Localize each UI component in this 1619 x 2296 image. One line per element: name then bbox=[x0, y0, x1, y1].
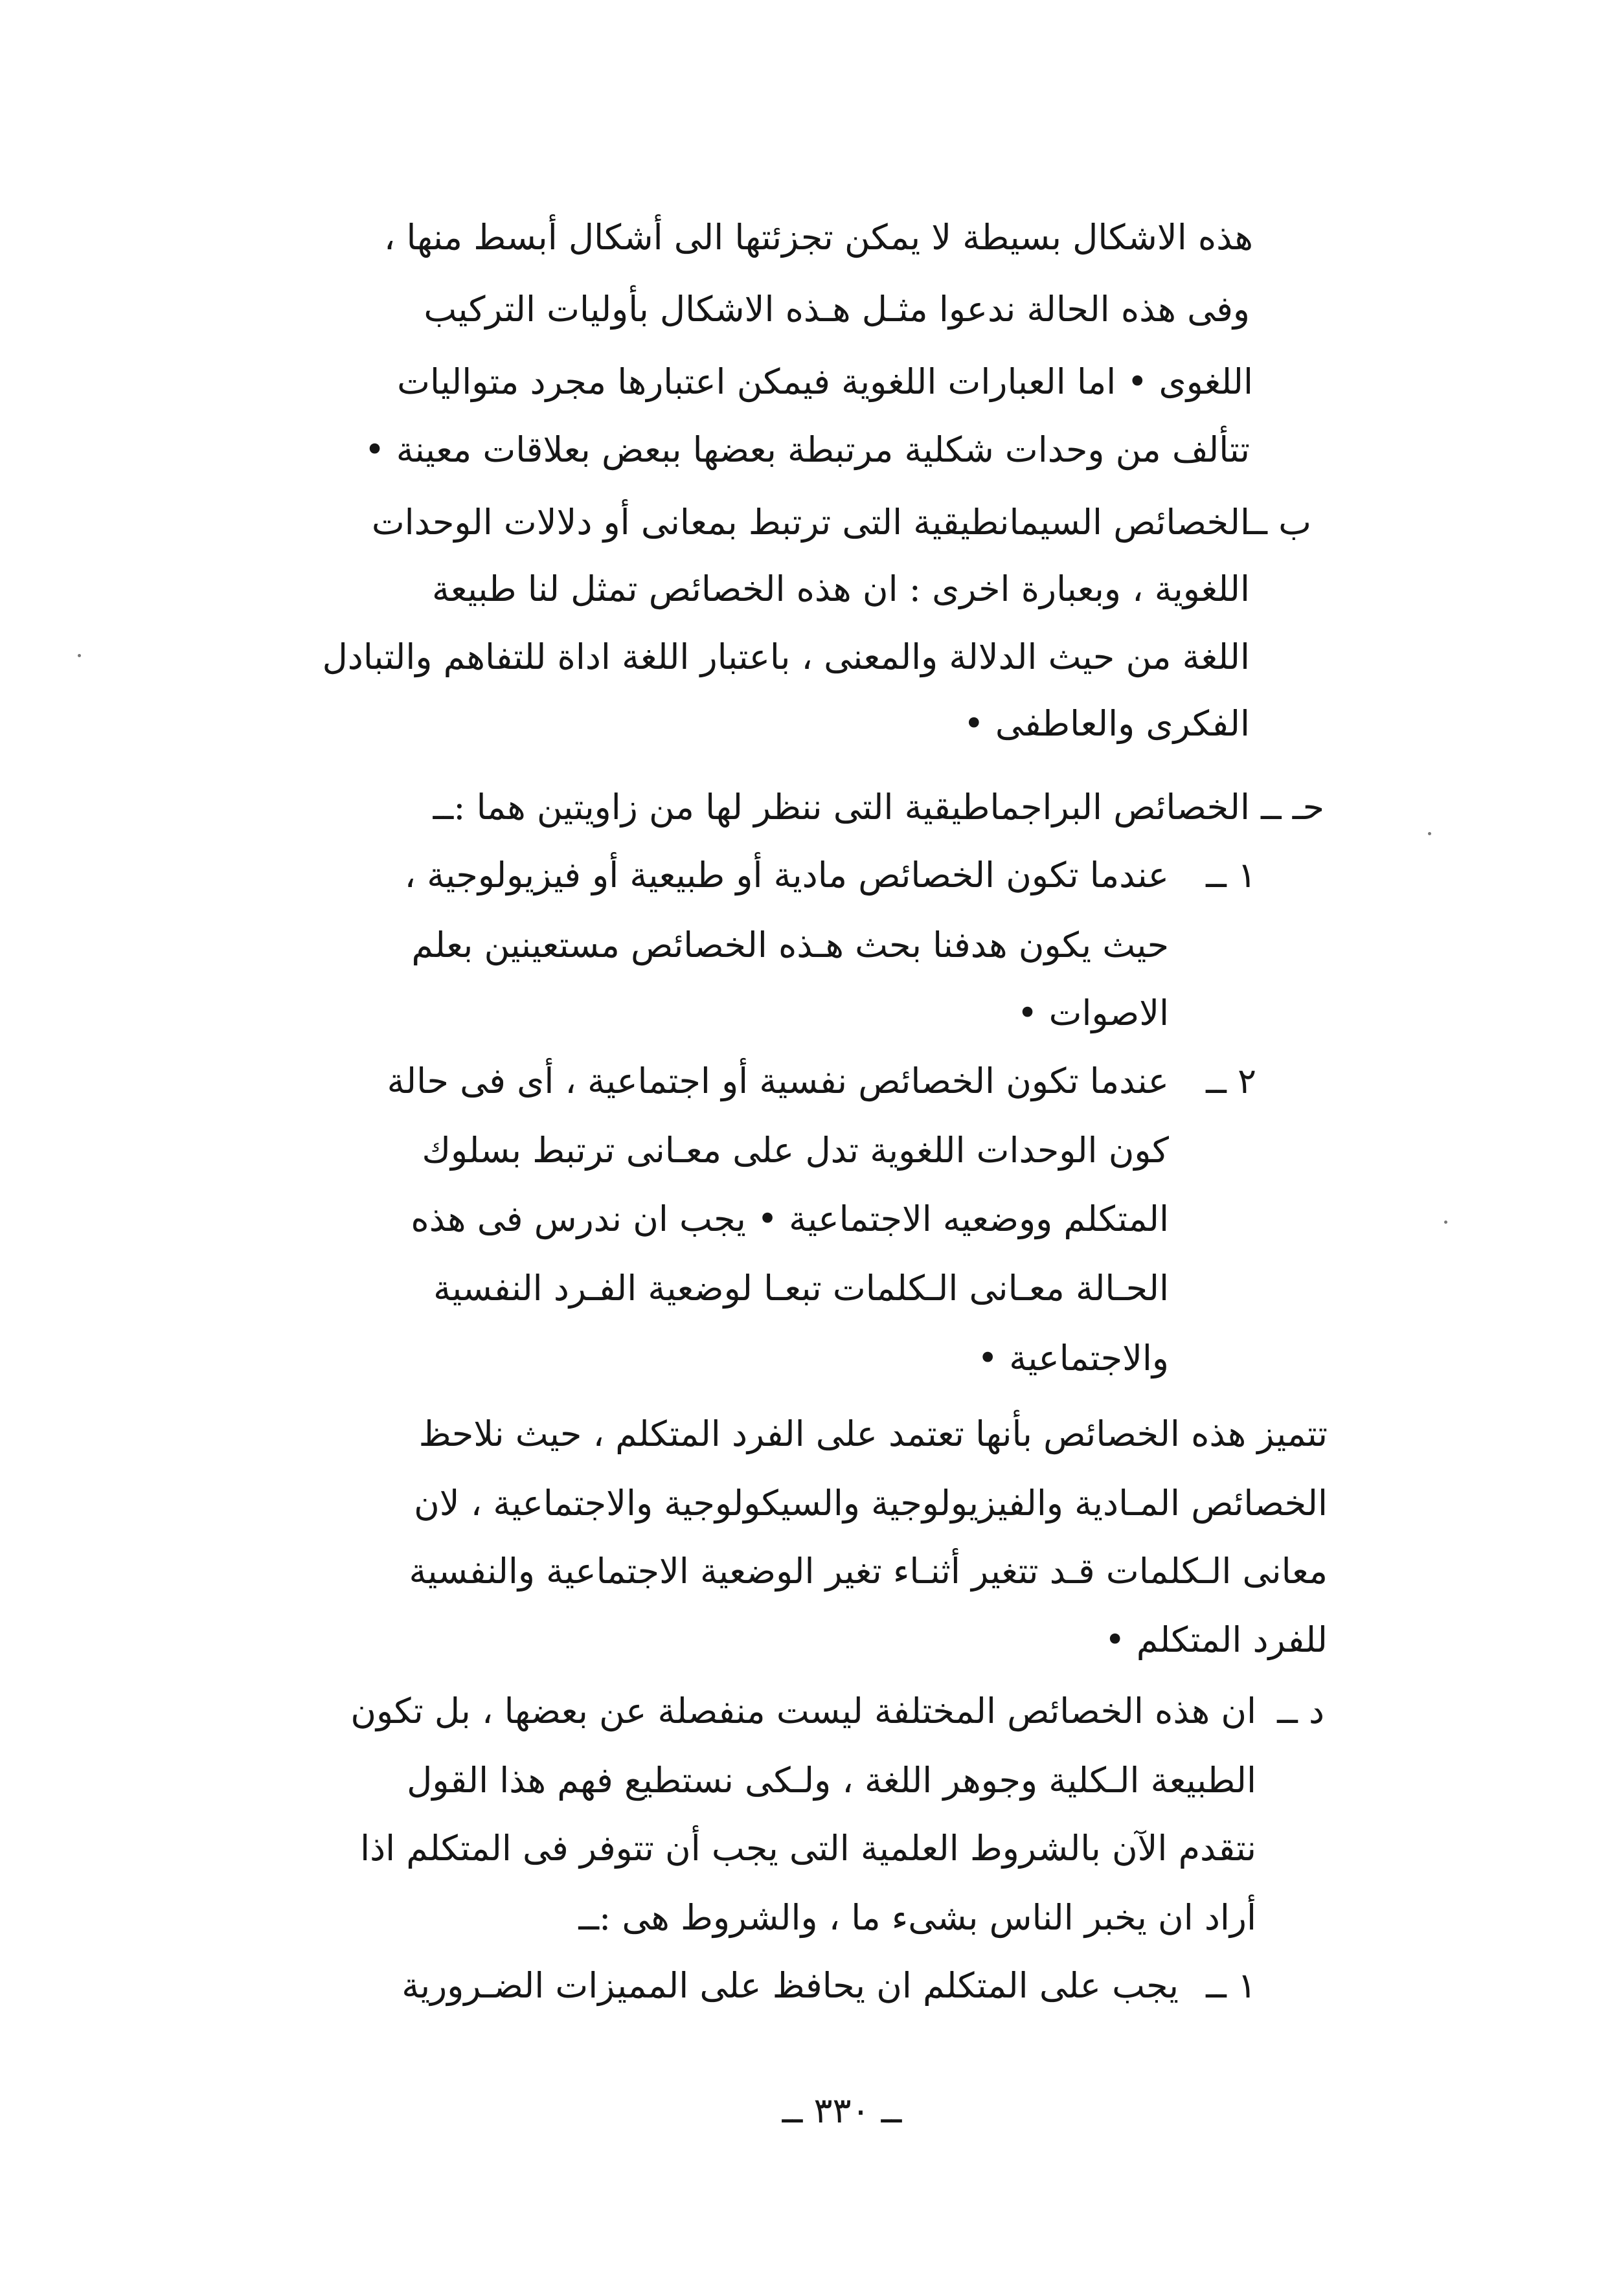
text-line: ان هذه الخصائص المختلفة ليست منفصلة عن بعضها ، بل تكون bbox=[350, 1691, 1256, 1731]
page-number: ــ ٣٣٠ ــ bbox=[782, 2090, 902, 2131]
text-line: هذه الاشكال بسيطة لا يمكن تجزئتها الى أشكال أبسط منها ، bbox=[383, 217, 1253, 258]
text-line: عندما تكون الخصائص مادية أو طبيعية أو فيزيولوجية ، bbox=[404, 855, 1169, 895]
text-line: اللغة من حيث الدلالة والمعنى ، باعتبار اللغة اداة للتفاهم والتبادل bbox=[322, 636, 1250, 677]
text-line: يجب على المتكلم ان يحافظ على المميزات الضـرورية bbox=[402, 1965, 1179, 2006]
scan-speck bbox=[1428, 832, 1431, 835]
text-line: معانى الـكلمات قـد تتغير أثنـاء تغير الوضعية الاجتماعية والنفسية bbox=[409, 1551, 1328, 1592]
text-line: الاصوات • bbox=[1017, 993, 1169, 1033]
scan-speck bbox=[78, 654, 81, 657]
text-line: للفرد المتكلم • bbox=[1104, 1619, 1328, 1660]
item-marker-d: د ــ bbox=[1277, 1691, 1324, 1731]
text-line: الخصائص المـادية والفيزيولوجية والسيكولوجية والاجتماعية ، لان bbox=[414, 1483, 1328, 1524]
text-line: وفى هذه الحالة ندعوا مثـل هـذه الاشكال بأوليات التركيب bbox=[424, 289, 1250, 330]
text-line: الخصائص السيمانطيقية التى ترتبط بمعانى أو دلالات الوحدات bbox=[371, 502, 1250, 543]
text-line: المتكلم ووضعيه الاجتماعية • يجب ان ندرس فى هذه bbox=[411, 1199, 1169, 1239]
text-line: عندما تكون الخصائص نفسية أو اجتماعية ، أى فى حالة bbox=[387, 1061, 1169, 1101]
text-line: نتقدم الآن بالشروط العلمية التى يجب أن تتوفر فى المتكلم اذا bbox=[360, 1828, 1256, 1869]
scan-speck bbox=[1444, 1221, 1447, 1224]
text-line: الخصائص البراجماطيقية التى ننظر لها من زاويتين هما :ــ bbox=[433, 787, 1250, 827]
text-line: اللغوية ، وبعبارة اخرى : ان هذه الخصائص تمثل لنا طبيعة bbox=[431, 568, 1250, 609]
text-line: الفكرى والعاطفى • bbox=[963, 703, 1250, 744]
text-line: اللغوى • اما العبارات اللغوية فيمكن اعتبارها مجرد متواليات bbox=[397, 361, 1253, 402]
text-line: كون الوحدات اللغوية تدل على معـانى ترتبط بسلوك bbox=[422, 1130, 1169, 1171]
item-marker-b: ب ــ bbox=[1247, 502, 1311, 543]
text-line: الطبيعة الـكلية وجوهر اللغة ، ولـكى نستطيع فهم هذا القول bbox=[407, 1760, 1256, 1801]
item-marker-two: ٢ ــ bbox=[1206, 1061, 1256, 1101]
item-marker-h: حـ ــ bbox=[1260, 787, 1324, 827]
text-line: تتميز هذه الخصائص بأنها تعتمد على الفرد المتكلم ، حيث نلاحظ bbox=[418, 1413, 1328, 1454]
text-line: حيث يكون هدفنا بحث هـذه الخصائص مستعينين بعلم bbox=[411, 925, 1169, 965]
text-line: أراد ان يخبر الناس بشىء ما ، والشروط هى :ــ bbox=[578, 1897, 1256, 1938]
item-marker-one: ١ ــ bbox=[1206, 855, 1256, 895]
text-line: الحـالة معـانى الـكلمات تبعـا لوضعية الفـرد النفسية bbox=[433, 1268, 1169, 1309]
text-line: والاجتماعية • bbox=[977, 1338, 1169, 1379]
item-marker-one-second: ١ ــ bbox=[1206, 1965, 1256, 2006]
text-line: تتألف من وحدات شكلية مرتبطة بعضها ببعض بعلاقات معينة • bbox=[364, 429, 1250, 470]
